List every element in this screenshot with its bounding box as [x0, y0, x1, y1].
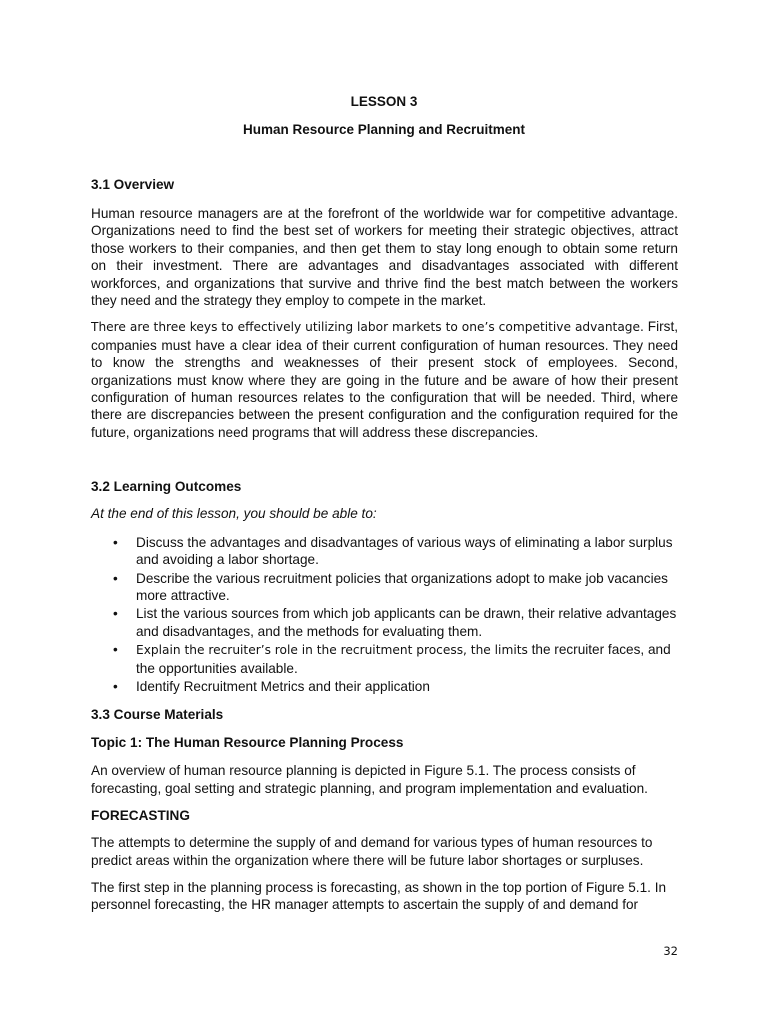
topic-1-paragraph: An overview of human resource planning is depicted in Figure 5.1. The process consists of forecasting, goal setting and strategic planning, and program implementation and evaluation.	[91, 763, 648, 796]
list-item-text: Describe the various recruitment policies that organizations adopt to make job vacancies more attractive.	[136, 570, 668, 603]
learning-outcomes-heading: 3.2 Learning Outcomes	[91, 479, 242, 495]
learning-outcomes-intro: At the end of this lesson, you should be able to:	[91, 506, 377, 522]
document-title: Human Resource Planning and Recruitment	[242, 122, 526, 137]
list-item	[91, 534, 678, 569]
list-item-text: Identify Recruitment Metrics and their application	[136, 678, 430, 694]
overview-heading: 3.1 Overview	[91, 177, 175, 192]
forecasting-heading: FORECASTING	[91, 808, 190, 824]
topic-1-heading: Topic 1: The Human Resource Planning Process	[91, 735, 404, 751]
document-body	[91, 176, 678, 914]
list-item-text: Discuss the advantages and disadvantages of various ways of eliminating a labor surplus and avoiding a labor shortage.	[136, 534, 673, 568]
list-item	[91, 641, 678, 677]
overview-paragraph-2	[91, 318, 678, 441]
bullet-icon: •	[113, 570, 118, 586]
forecasting-paragraph-1: The attempts to determine the supply of and demand for various types of human resources to predict areas within the organization where there will be future labor shortages or surpluses.	[91, 835, 653, 868]
overview-paragraph-1: Human resource managers are at the forefront of the worldwide war for competitive advantage. Organizations need to find the best set of workers for meeting their strategic objectives, attract those workers to their companies, and then get them to stay long enough to obtain some return on their investment. There are advantages and disadvantages associated with different workforces, and organizations that survive and thrive find the best match between the workers they need and the strategy they employ to compete in the market.	[91, 206, 678, 309]
bullet-icon: •	[113, 534, 118, 550]
list-item	[91, 678, 678, 695]
lesson-label: LESSON 3	[350, 94, 418, 109]
bullet-icon: •	[113, 642, 118, 658]
overview-paragraph-2-lead: There are three keys to effectively utilizing labor markets to one’s competitive advantage.	[91, 320, 644, 335]
bullet-icon: •	[113, 678, 118, 694]
list-item	[91, 605, 678, 640]
list-item	[91, 570, 678, 605]
overview-paragraph-2-rest: First, companies must have a clear idea of their current configuration of human resources. They need to know the strengths and weaknesses of their present stock of employees. Second, organizations must know where they are going in the future and be aware of how their present configuration of human resources relates to the configuration that will be needed. Third, where there are discrepancies between the present configuration and the configuration required for the future, organizations need programs that will address these discrepancies.	[91, 319, 678, 440]
bullet-icon: •	[113, 606, 118, 622]
list-item-text: List the various sources from which job applicants can be drawn, their relative advantages and disadvantages, and the methods for evaluating them.	[136, 606, 677, 639]
list-item-text-lead: Explain the recruiter’s role in the recruitment process, the limits	[136, 643, 528, 658]
page-number: 32	[663, 944, 678, 958]
course-materials-heading: 3.3 Course Materials	[91, 707, 224, 723]
list-item-text-rest: the recruiter faces, and the opportunities available.	[136, 642, 671, 676]
forecasting-paragraph-2: The first step in the planning process is forecasting, as shown in the top portion of Figure 5.1. In personnel forecasting, the HR manager attempts to ascertain the supply of and demand for	[91, 879, 667, 913]
learning-outcomes-list	[91, 534, 678, 696]
